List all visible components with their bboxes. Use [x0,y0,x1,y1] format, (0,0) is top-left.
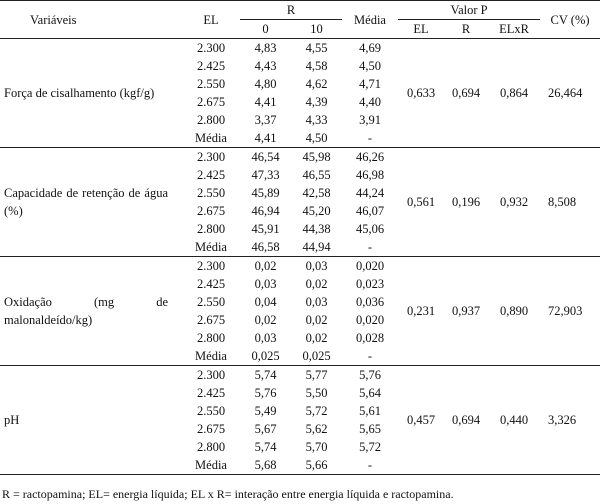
media-value: 5,64 [359,386,381,400]
p-elxr-value: 0,932 [488,148,540,257]
r0-value: 45,89 [251,186,280,200]
el-level: 2.550 [196,186,226,200]
el-level: 2.300 [182,366,240,385]
r0-value: 5,74 [240,366,291,385]
variable-name: pH [0,366,182,475]
r0-value: 46,94 [251,204,280,218]
el-level: 2.800 [196,113,226,127]
r0-value: 3,37 [254,113,277,127]
r10-value: 4,39 [305,95,328,109]
r0-value: 5,67 [254,422,277,436]
r0-value: 45,91 [251,222,280,236]
r10-value: 5,62 [305,422,328,436]
header-p-r: R [444,20,488,39]
el-level: 2.300 [182,39,240,58]
el-level: 2.425 [196,168,226,182]
el-level: 2.300 [182,257,240,276]
p-r-value: 0,196 [444,148,488,257]
header-r-0: 0 [240,20,291,39]
r10-value: 0,02 [305,277,328,291]
p-r-value: 0,937 [444,257,488,366]
r0-value: 0,03 [254,277,277,291]
media-value: 5,76 [342,366,398,385]
el-level: 2.800 [196,331,226,345]
media-value: - [367,131,373,145]
r10-value: 45,98 [291,148,342,167]
r0-value: 4,80 [254,77,277,91]
r0-value: 0,025 [251,349,280,363]
media-value: 44,24 [355,186,385,200]
header-variaveis: Variáveis [0,1,182,39]
r10-value: 0,02 [305,331,328,345]
cv-value: 3,326 [540,366,600,475]
header-p-elxr: ELxR [488,20,540,39]
media-value: - [367,240,373,254]
r10-value: 4,50 [305,131,328,145]
r10-value: 4,62 [305,77,328,91]
el-level: 2.550 [196,77,226,91]
p-r-value: 0,694 [444,39,488,148]
r0-value: 0,03 [254,331,277,345]
r0-value: 5,49 [254,404,277,418]
media-value: 46,26 [342,148,398,167]
r0-value: 4,41 [254,131,277,145]
p-r-value: 0,694 [444,366,488,475]
footnote: R = ractopamina; EL= energia líquida; EL x R= interação entre energia líquida e ractopamina. [2,487,454,501]
r0-value: 5,74 [254,440,277,454]
el-level: 2.425 [196,59,226,73]
media-value: 5,61 [359,404,381,418]
r0-value: 4,43 [254,59,277,73]
r0-value: 0,02 [240,257,291,276]
media-value: 46,98 [355,168,385,182]
p-el-value: 0,457 [398,366,444,475]
el-level: 2.550 [196,295,226,309]
r0-value: 4,83 [240,39,291,58]
cv-value: 8,508 [540,148,600,257]
header-media: Média [342,1,398,39]
r0-value: 47,33 [251,168,280,182]
media-value: 0,020 [342,257,398,276]
r0-value: 5,76 [254,386,277,400]
el-level: Média [182,456,240,475]
el-level: 2.675 [196,422,226,436]
el-level: 2.425 [196,386,226,400]
el-level: Média [195,240,227,254]
header-valor-p: Valor P [398,1,540,20]
table-row [0,257,600,276]
r10-value: 5,66 [291,456,342,475]
table-row [0,39,600,58]
header-r-10: 10 [291,20,342,39]
media-value: 4,69 [342,39,398,58]
el-level: 2.800 [196,440,226,454]
r10-value: 4,33 [305,113,328,127]
table-row [0,148,600,167]
el-level: 2.800 [196,222,226,236]
media-value: 5,72 [359,440,381,454]
media-value: 4,40 [359,95,381,109]
r0-value: 46,54 [240,148,291,167]
p-elxr-value: 0,864 [488,39,540,148]
r0-value: 4,41 [254,95,277,109]
variable-name: Oxidação (mg de malonaldeído/kg) [0,257,182,366]
el-level: 2.425 [196,277,226,291]
media-value: 45,06 [355,222,385,236]
r10-value: 0,02 [305,313,328,327]
media-value: 0,028 [355,331,385,345]
el-level: Média [195,131,227,145]
r10-value: 5,70 [305,440,328,454]
variable-name: Força de cisalhamento (kgf/g) [0,39,182,148]
r10-value: 44,94 [302,240,331,254]
r10-value: 5,77 [291,366,342,385]
media-value: 5,65 [359,422,381,436]
table-row [0,366,600,385]
r10-value: 4,55 [291,39,342,58]
r10-value: 44,38 [302,222,331,236]
media-value: 3,91 [359,113,381,127]
media-value: 0,036 [355,295,385,309]
header-el: EL [182,1,240,39]
r10-value: 45,20 [302,204,331,218]
r10-value: 42,58 [302,186,331,200]
cv-value: 72,903 [540,257,600,366]
p-elxr-value: 0,890 [488,257,540,366]
p-elxr-value: 0,440 [488,366,540,475]
el-level: 2.550 [196,404,226,418]
r10-value: 46,55 [302,168,331,182]
r10-value: 5,72 [305,404,328,418]
header-cv: CV (%) [540,1,600,39]
r10-value: 4,58 [305,59,328,73]
p-el-value: 0,561 [398,148,444,257]
header-r: R [240,1,342,20]
cv-value: 26,464 [540,39,600,148]
el-level: 2.675 [196,95,226,109]
r10-value: 0,03 [291,257,342,276]
variable-name: Capacidade de retenção de água (%) [0,148,182,257]
r0-value: 5,68 [240,456,291,475]
r0-value: 46,58 [251,240,280,254]
r10-value: 0,03 [305,295,328,309]
el-level: 2.675 [196,204,226,218]
header-p-el: EL [398,20,444,39]
p-el-value: 0,231 [398,257,444,366]
media-value: 4,71 [359,77,381,91]
r0-value: 0,04 [254,295,277,309]
media-value: - [367,349,373,363]
el-level: 2.300 [182,148,240,167]
media-value: 0,020 [355,313,385,327]
media-value: 4,50 [359,59,381,73]
el-level: 2.675 [196,313,226,327]
el-level: Média [195,349,227,363]
media-value: - [342,456,398,475]
p-el-value: 0,633 [398,39,444,148]
media-value: 0,023 [355,277,385,291]
r10-value: 5,50 [305,386,328,400]
r10-value: 0,025 [302,349,331,363]
media-value: 46,07 [355,204,385,218]
r0-value: 0,02 [254,313,277,327]
